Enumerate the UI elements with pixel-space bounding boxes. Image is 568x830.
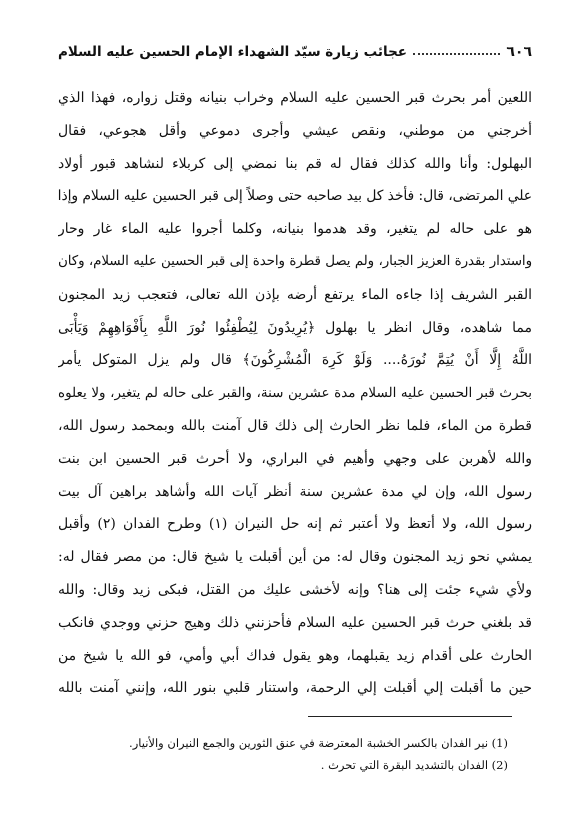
page-number: ٦٠٦ [506,44,532,60]
footnote-2: (2) الفدان بالتشديد البقرة التي تحرث . [320,758,508,772]
text-line: رسول الله، ولا أتعظ ولا أعتبر ثم إنه حل النيران (١) وطرح الفدان (٢) وأقبل [58,516,532,533]
text-line: يمشي نحو زيد المجنون وقال له: من أين أقبلت يا شيخ قال: من مصر فقال له: [58,549,532,566]
text-line: الحارث على أقدام زيد يقبلهما، وهو يقول فداك أبي وأمي، فو الله يا شيخ من [58,647,532,664]
text-line: بحرث قبر الحسين عليه السلام مدة عشرين سنة، والقبر على حاله لم يتغير، ولا يعلوه [58,385,532,402]
text-line: حين ما أقبلت إلي أقبلت إلي الرحمة، واستنار قلبي بنور الله، وإنني آمنت بالله [58,680,532,697]
text-line: القبر الشريف إذا جاءه الماء يرتفع أرضه بإذن الله تعالى، فتعجب زيد المجنون [58,286,532,303]
text-line: قد بلغني حرث قبر الحسين عليه السلام فأحزنني ذلك وهيج حزني ووجدي فانكب [58,614,532,631]
footnote-separator [308,716,512,717]
text-line: علي المرتضى، قال: فأخذ كل بيد صاحبه حتى وصلاً إلى قبر الحسين عليه السلام وإذا [58,188,532,205]
footnotes [58,732,508,776]
footnote-1: (1) نير الفدان بالكسر الخشبة المعترضة في عنق الثورين والجمع النيران والأنيار. [129,736,508,750]
quran-verse-line: مما شاهده، وقال انظر يا بهلول ﴿يُرِيدُونَ لِيُطْفِئُوا نُورَ اللَّهِ بِأَفْوَاهِهِمْ وَيَأْبَى [58,319,532,336]
text-line: أخرجني من موطني، ونقص عيشي وأجرى دموعي وأقل هجوعي، فقال [58,122,532,139]
text-line: رسول الله، وإن لي مدة عشرين سنة أنظر آيات الله وأشاهد براهين آل بيت [58,483,532,500]
text-line: اللعين أمر بحرث قبر الحسين عليه السلام وخراب بنيانه وقتل زواره، فهذا الذي [58,90,532,106]
text-line: البهلول: وأنا والله كذلك فقال له قم بنا نمضي إلى كربلاء لنشاهد قبور أولاد [58,155,532,172]
page-header [58,38,532,60]
text-line: واستدار بقدرة العزيز الجبار، ولم يصل قطرة واحدة إلى قبر الحسين عليه السلام، وكان [58,253,532,269]
text-line: قطرة من الماء، فلما نظر الحارث إلى ذلك قال آمنت بالله وبمحمد رسول الله، [58,417,532,434]
body-text [58,82,532,705]
running-title: عجائب زيارة سيّد الشهداء الإمام الحسين عليه السلام [58,44,408,60]
text-line: والله لأهربن على وجهي وأهيم في البراري، ولا أحرث قبر الحسين ابن بنت [58,450,532,467]
header-dot-leader [413,43,500,55]
quran-verse-line: اللَّهُ إِلَّا أَنْ يُتِمَّ نُورَهُ.... وَلَوْ كَرِهَ الْمُشْرِكُونَ﴾ قال ولم يزل المتوكل يأمر [58,352,532,369]
text-line: ولأي شيء جئت إلى هنا؟ وإنه لأخشى عليك من القتل، فبكى زيد وقال: والله [58,581,532,598]
text-line: هو على حاله لم يتغير، وقد هدموا بنيانه، وكلما أجروا عليه الماء غار وحار [58,221,532,238]
